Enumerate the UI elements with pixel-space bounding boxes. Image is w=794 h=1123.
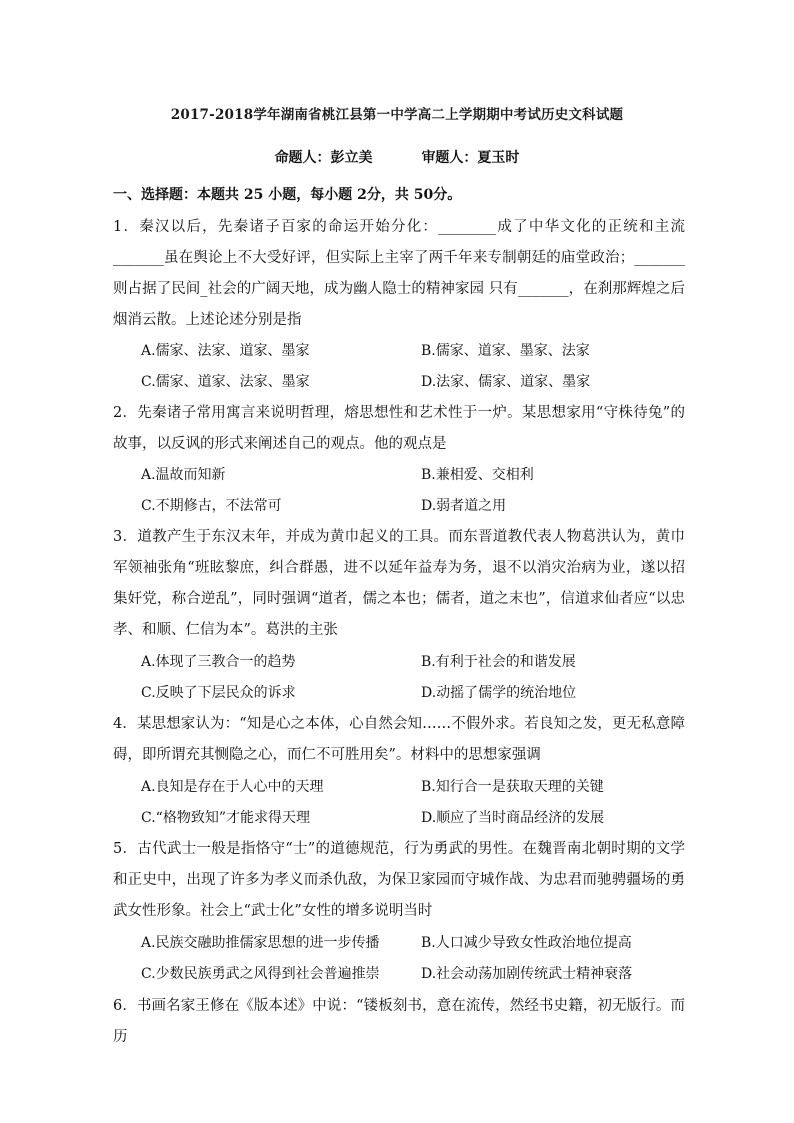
exam-title: 2017-2018学年湖南省桃江县第一中学高二上学期期中考试历史文科试题: [170, 107, 624, 123]
option-b[interactable]: B.兼相爱、交相利: [421, 467, 534, 483]
option-a[interactable]: A.良知是存在于人心中的天理: [141, 779, 324, 795]
question-4-stem: 4．某思想家认为：“知是心之本体，心自然会知……不假外求。若良知之发，更无私意障碍，即所谓充其恻隐之心，而仁不可胜用矣”。材料中的思想家强调: [113, 716, 685, 763]
question-6-stem: 6．书画名家王修在《版本述》中说：“镂板刻书，意在流传，然经书史籍，初无版行。而历: [113, 998, 685, 1045]
question-3-options: [141, 647, 661, 709]
question-5-options: [141, 928, 661, 990]
question-setter: 命题人：彭立美: [274, 150, 373, 166]
question-reviewer: 审题人：夏玉时: [421, 150, 520, 166]
question-4-options: [141, 772, 661, 834]
option-c[interactable]: C.儒家、道家、法家、墨家: [141, 374, 310, 390]
option-d[interactable]: D.法家、儒家、道家、墨家: [421, 374, 591, 390]
author-line: [0, 147, 794, 167]
option-b[interactable]: B.知行合一是获取天理的关键: [421, 779, 604, 795]
question-2-stem: 2．先秦诸子常用寓言来说明哲理，熔思想性和艺术性于一炉。某思想家用“守株待兔”的故事，以反讽的形式来阐述自己的观点。他的观点是: [113, 405, 685, 452]
option-c[interactable]: C.反映了下层民众的诉求: [141, 685, 296, 701]
option-c[interactable]: C.少数民族勇武之风得到社会普遍推崇: [141, 966, 380, 982]
option-b[interactable]: B.有利于社会的和谐发展: [421, 654, 576, 670]
question-5-stem: 5．古代武士一般是指恪守“士”的道德规范，行为勇武的男性。在魏晋南北朝时期的文学和正史中，出现了许多为孝义而杀仇敌，为保卫家园而守城作战、为忠君而驰骋疆场的勇武女性形象。社会上“武士化”女性的增多说明当时: [113, 841, 685, 919]
option-d[interactable]: D.弱者道之用: [421, 498, 507, 514]
question-1-stem: 1．秦汉以后，先秦诸子百家的命运开始分化：________成了中华文化的正统和主流 _______虽在舆论上不大受好评，但实际上主宰了两千年来专制朝廷的庙堂政治；_______则占据了民间_社会的广阔天地，成为幽人隐士的精神家园 只有_______，在刹那辉煌之后烟消云散。上述论述分别是指: [113, 219, 685, 328]
option-b[interactable]: B.人口减少导致女性政治地位提高: [421, 935, 632, 951]
option-d[interactable]: D.社会动荡加剧传统武士精神衰落: [421, 966, 633, 982]
option-a[interactable]: A.民族交融助推儒家思想的进一步传播: [141, 935, 380, 951]
option-c[interactable]: C.“格物致知”才能求得天理: [141, 810, 310, 826]
option-b[interactable]: B.儒家、道家、墨家、法家: [421, 343, 590, 359]
option-d[interactable]: D.顺应了当时商品经济的发展: [421, 810, 605, 826]
section-heading: 一、选择题：本题共 25 小题，每小题 2分，共 50分。: [113, 187, 462, 203]
option-a[interactable]: A.温故而知新: [141, 467, 226, 483]
option-d[interactable]: D.动摇了儒学的统治地位: [421, 685, 577, 701]
option-c[interactable]: C.不期修古，不法常可: [141, 498, 282, 514]
question-3-stem: 3．道教产生于东汉末年，并成为黄巾起义的工具。而东晋道教代表人物葛洪认为，黄巾军领袖张角“班眩黎庶，纠合群愚，进不以延年益寿为务，退不以消灾治病为业，遂以招集奸党，称合逆乱”，同时强调“道者，儒之本也；儒者，道之末也”，信道求仙者应“以忠孝、和顺、仁信为本”。葛洪的主张: [113, 529, 685, 638]
question-2-options: [141, 460, 661, 522]
option-a[interactable]: A.儒家、法家、道家、墨家: [141, 343, 310, 359]
option-a[interactable]: A.体现了三教合一的趋势: [141, 654, 296, 670]
question-1-options: [141, 336, 661, 398]
